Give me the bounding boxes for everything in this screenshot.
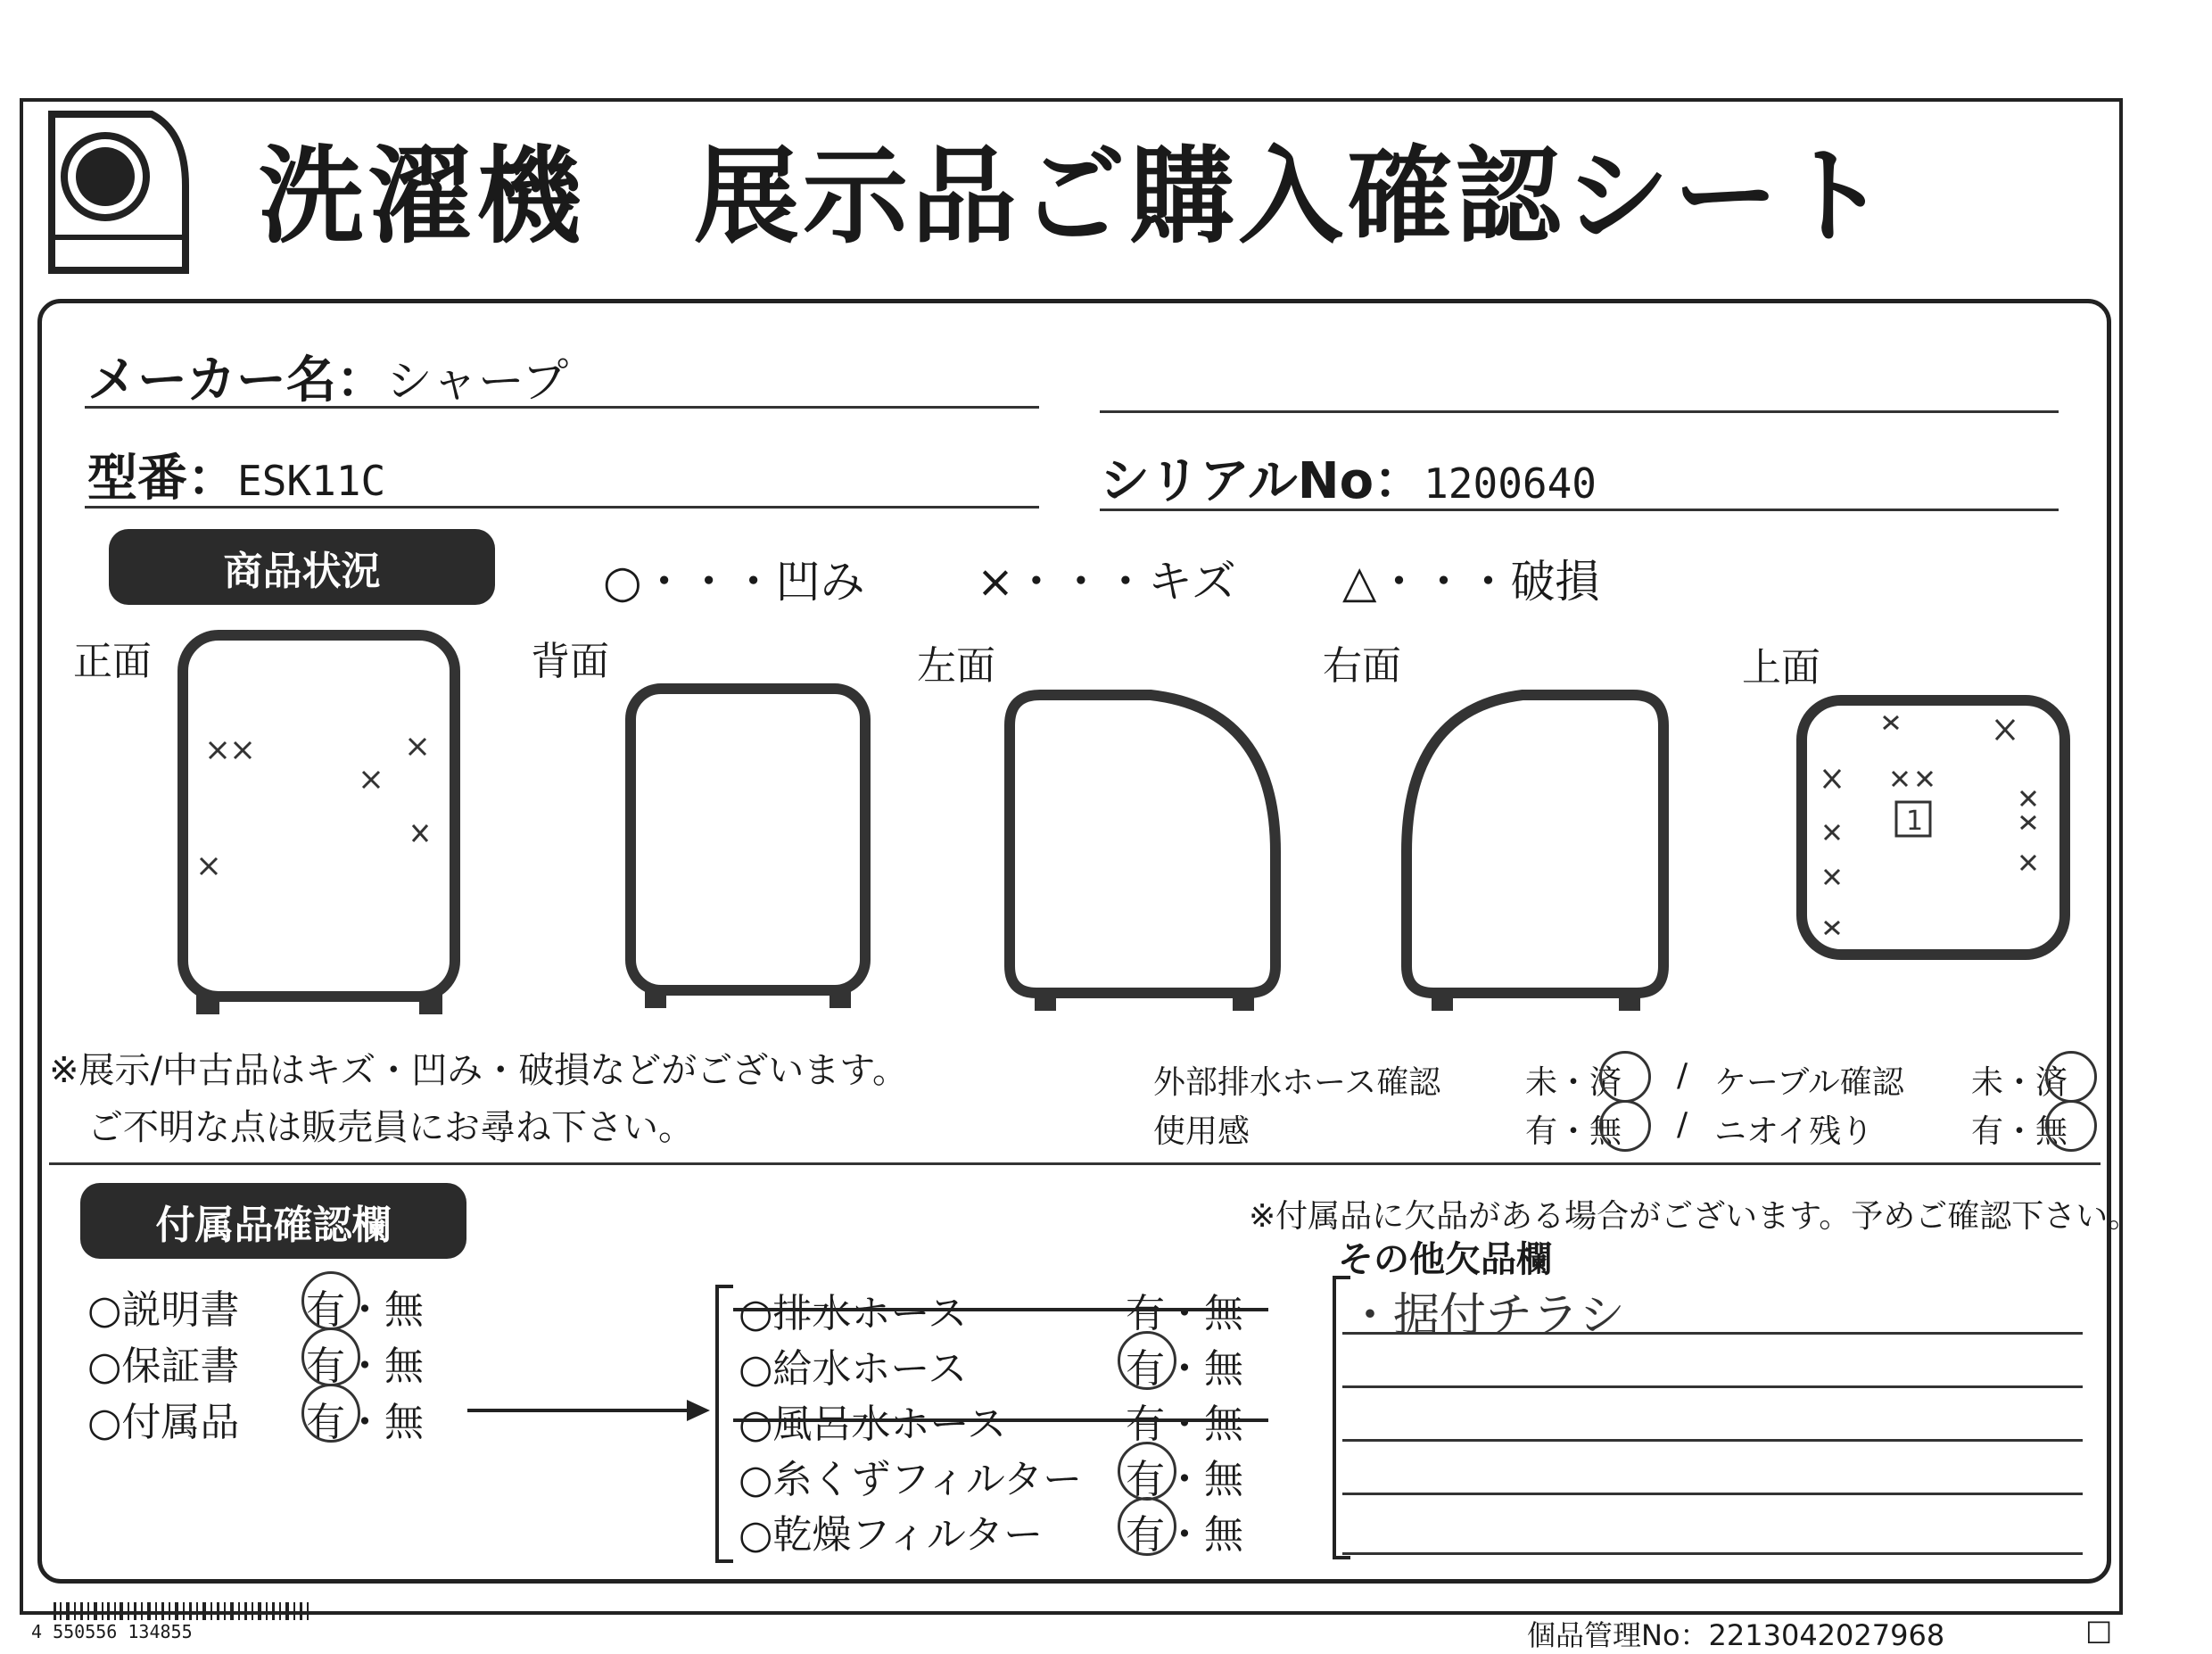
dry-filter-yes-mark: [1118, 1497, 1176, 1556]
item-management-no: 個品管理No：2213042027968: [1527, 1618, 1945, 1652]
acc-dry-filter-options: 有・無: [1126, 1512, 1243, 1558]
acc-manual-label: ○説明書: [87, 1287, 240, 1333]
view-right-label: 右面: [1323, 643, 1401, 689]
drain-hose-strike: [733, 1308, 1268, 1311]
bracket-icon: [712, 1283, 739, 1567]
acc-supply-hose-options: 有・無: [1126, 1346, 1243, 1392]
acc-manual-options: 有・無: [306, 1287, 424, 1333]
cable-done-mark: [2045, 1051, 2097, 1103]
other-missing-heading: その他欠品欄: [1338, 1239, 1552, 1280]
parts-yes-mark: [301, 1384, 360, 1443]
serial-row: [1100, 442, 1597, 513]
maker-value: シャープ: [385, 355, 569, 409]
footer-checkbox: □: [2085, 1613, 2113, 1647]
supply-hose-yes-mark: [1118, 1331, 1176, 1390]
hose-done-mark: [1599, 1051, 1651, 1103]
usage-label: 使用感: [1153, 1113, 1250, 1150]
acc-parts-label: ○付属品: [87, 1400, 240, 1445]
washing-machine-icon: [45, 105, 196, 284]
legend-damage: △・・・破損: [1342, 556, 1600, 608]
slash-2: /: [1677, 1106, 1688, 1143]
usage-options: 有・無: [1525, 1113, 1622, 1150]
other-line-2: [1342, 1385, 2083, 1388]
acc-bath-hose-options: 有・無: [1126, 1402, 1243, 1447]
condition-heading: 商品状況: [109, 529, 495, 605]
notice-line2: ご不明な点は販売員にお尋ね下さい。: [87, 1107, 694, 1148]
view-left-label: 左面: [917, 643, 995, 689]
left-view-diagram: [999, 682, 1293, 1030]
acc-supply-hose-label: ○給水ホース: [739, 1346, 968, 1392]
usage-none-mark: [1599, 1100, 1651, 1152]
warranty-yes-mark: [301, 1327, 360, 1386]
smell-label: ニオイ残り: [1714, 1113, 1874, 1150]
view-front-label: 正面: [73, 639, 152, 684]
other-line-5: [1342, 1552, 2083, 1555]
legend-dent: ○・・・凹み: [603, 556, 865, 608]
cable-check-options: 未・済: [1971, 1064, 2068, 1101]
section-divider: [49, 1162, 2101, 1165]
acc-lint-filter-label: ○糸くずフィルター: [739, 1457, 1083, 1502]
acc-drain-hose-options: 有・無: [1126, 1291, 1243, 1336]
maker-underline: [85, 406, 1039, 409]
acc-dry-filter-label: ○乾燥フィルター: [739, 1512, 1044, 1558]
hose-check-options: 未・済: [1525, 1064, 1622, 1101]
serial-value: 1200640: [1424, 459, 1597, 508]
model-value: ESK11C: [237, 457, 386, 505]
maker-label: メーカー名：: [87, 351, 386, 409]
arrow-icon: [464, 1397, 714, 1424]
legend-scratch: ×・・・キズ: [977, 556, 1236, 608]
top-view-diagram: [1793, 691, 2078, 963]
back-view-diagram: [620, 678, 879, 1026]
slash-1: /: [1677, 1057, 1688, 1094]
acc-drain-hose-label: ○排水ホース: [739, 1291, 968, 1336]
lint-filter-yes-mark: [1118, 1442, 1176, 1501]
model-label: 型番：: [87, 450, 237, 508]
accessories-heading: 付属品確認欄: [80, 1183, 466, 1259]
cable-check-label: ケーブル確認: [1714, 1064, 1904, 1101]
smell-none-mark: [2045, 1100, 2097, 1152]
serial-underline: [1100, 509, 2059, 511]
barcode-digits: 4 550556 134855: [31, 1621, 193, 1642]
acc-warranty-options: 有・無: [306, 1344, 424, 1389]
view-back-label: 背面: [531, 639, 609, 684]
acc-lint-filter-options: 有・無: [1126, 1457, 1243, 1502]
smell-options: 有・無: [1971, 1113, 2068, 1150]
manual-yes-mark: [301, 1271, 360, 1330]
model-underline: [85, 506, 1039, 509]
other-line-3: [1342, 1439, 2083, 1442]
view-top-label: 上面: [1742, 645, 1820, 691]
hose-check-label: 外部排水ホース確認: [1153, 1064, 1441, 1101]
maker-row: [87, 341, 568, 412]
blank-underline: [1100, 410, 2059, 413]
acc-bath-hose-label: ○風呂水ホース: [739, 1402, 1007, 1447]
notice-line1: ※展示/中古品はキズ・凹み・破損などがございます。: [49, 1050, 908, 1091]
page-title: 洗濯機 展示品ご購入確認シート: [259, 135, 1892, 258]
front-view-diagram: [174, 624, 468, 1026]
model-row: [87, 439, 385, 510]
acc-parts-options: 有・無: [306, 1400, 424, 1445]
right-view-diagram: [1396, 682, 1690, 1030]
bath-hose-strike: [733, 1418, 1268, 1422]
serial-label: シリアルNo：: [1100, 452, 1424, 510]
top-box-number: 1: [1906, 806, 1924, 837]
other-line-1: [1342, 1332, 2083, 1335]
accessories-note: ※付属品に欠品がある場合がございます。予めご確認下さい。: [1249, 1198, 2141, 1235]
other-line-4: [1342, 1493, 2083, 1495]
acc-warranty-label: ○保証書: [87, 1344, 240, 1389]
other-missing-entry: ・据付チラシ: [1347, 1289, 1626, 1343]
